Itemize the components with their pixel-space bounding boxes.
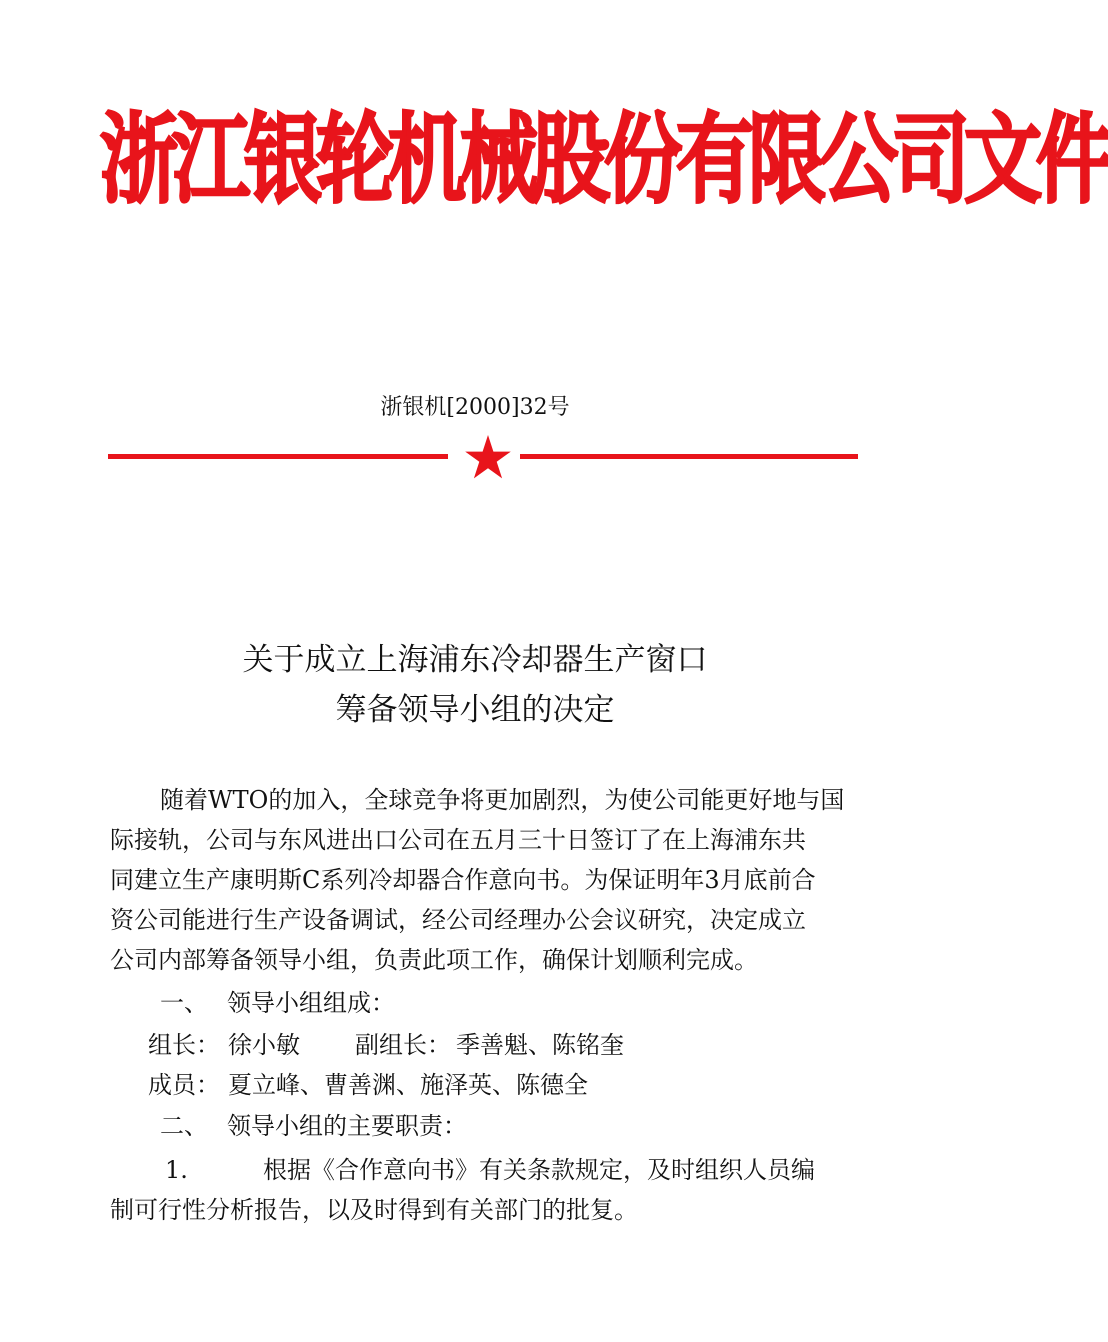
red-star-divider bbox=[108, 433, 858, 483]
deputy-leader-names: 季善魁、陈铭奎 bbox=[456, 1031, 624, 1059]
deputy-leader-label: 副组长： bbox=[355, 1031, 451, 1059]
document-title-line-1: 关于成立上海浦东冷却器生产窗口 bbox=[242, 642, 708, 678]
document-title-line-2: 筹备领导小组的决定 bbox=[335, 692, 615, 728]
section-2-heading: 领导小组的主要职责： bbox=[227, 1112, 467, 1140]
section-1-heading: 领导小组组成： bbox=[227, 989, 395, 1017]
item-1-number: 1. bbox=[165, 1156, 188, 1184]
body-paragraph-line: 际接轨，公司与东风进出口公司在五月三十日签订了在上海浦东共 bbox=[110, 826, 806, 854]
body-paragraph-line: 同建立生产康明斯C系列冷却器合作意向书。为保证明年3月底前合 bbox=[110, 866, 816, 894]
leader-name: 徐小敏 bbox=[228, 1031, 300, 1059]
item-1-line-2: 制可行性分析报告，以及时得到有关部门的批复。 bbox=[110, 1196, 638, 1224]
item-1-line-1: 根据《合作意向书》有关条款规定，及时组织人员编 bbox=[263, 1156, 815, 1184]
masthead-title: 浙江银轮机械股份有限公司文件 bbox=[100, 104, 1108, 218]
divider-line-right bbox=[520, 454, 858, 459]
section-2-number: 二、 bbox=[160, 1112, 208, 1140]
body-paragraph-line: 公司内部筹备领导小组，负责此项工作，确保计划顺利完成。 bbox=[110, 946, 758, 974]
body-paragraph-line: 资公司能进行生产设备调试，经公司经理办公会议研究，决定成立 bbox=[110, 906, 806, 934]
members-names: 夏立峰、曹善渊、施泽英、陈德全 bbox=[228, 1071, 588, 1099]
star-icon bbox=[465, 435, 511, 478]
divider-line-left bbox=[108, 454, 448, 459]
leader-label: 组长： bbox=[148, 1031, 220, 1059]
members-label: 成员： bbox=[148, 1071, 220, 1099]
document-number: 浙银机[2000]32号 bbox=[380, 395, 570, 420]
body-paragraph-line: 随着WTO的加入，全球竞争将更加剧烈，为使公司能更好地与国 bbox=[160, 786, 845, 814]
section-1-number: 一、 bbox=[160, 989, 208, 1017]
